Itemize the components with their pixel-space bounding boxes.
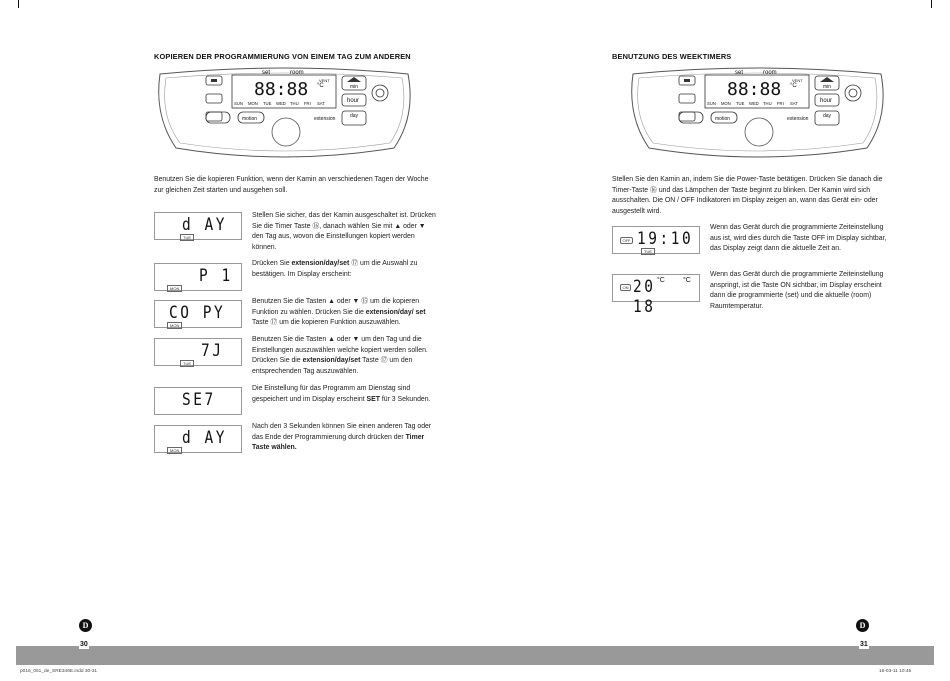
panel-day-fri: FRI xyxy=(777,101,784,106)
panel-day-sun: SUN xyxy=(234,101,243,106)
panel-set-label: set xyxy=(735,70,744,76)
step-text-pre: Nach den 3 Sekunden können Sie einen anderen Tag oder das Ende der Programmierung durch drücken der xyxy=(252,423,432,441)
panel-extension: extension xyxy=(787,116,809,122)
panel-room-label: room xyxy=(763,70,777,76)
step-text xyxy=(252,259,437,280)
step-text-post: ⑰ um die Auswahl zu bestätigen. Im Display erscheint: xyxy=(252,260,418,278)
panel-motion: motion xyxy=(242,116,258,122)
lcd-display xyxy=(154,263,242,291)
lcd-text: 20 18 xyxy=(633,277,656,317)
lcd-on-indicator: ON xyxy=(620,284,631,291)
lcd-unit: °C xyxy=(683,277,691,284)
panel-unit: °C xyxy=(317,83,324,89)
step-text xyxy=(252,384,437,405)
step-text-bold: extension/day/set xyxy=(302,357,361,365)
step-text xyxy=(252,422,437,454)
panel-day-fri: FRI xyxy=(304,101,311,106)
step-text-post: Taste ⑰ um die kopieren Funktion auszuwählen. xyxy=(252,319,401,327)
step-text-post: Taste ⑰ um den entsprechenden Tag auszuwählen. xyxy=(252,357,413,375)
control-panel-illustration xyxy=(154,66,414,162)
step-text xyxy=(252,335,437,377)
panel-unit: °C xyxy=(790,83,797,89)
step-text-post: für 3 Sekunden. xyxy=(379,395,431,403)
lcd-display xyxy=(154,387,242,415)
lcd-day: MON xyxy=(167,285,182,292)
panel-day-tue: TUE xyxy=(263,101,272,106)
panel-day-sat: SAT xyxy=(790,101,798,106)
lcd-text: 19:10 xyxy=(637,229,694,249)
panel-day-wed: WED xyxy=(276,101,286,106)
panel-room-label: room xyxy=(290,70,304,76)
control-panel-illustration xyxy=(627,66,887,162)
lcd-display xyxy=(154,338,242,366)
lcd-text: d AY xyxy=(182,428,228,448)
panel-day: day xyxy=(350,113,359,119)
panel-motion: motion xyxy=(715,116,731,122)
panel-day-wed: WED xyxy=(749,101,759,106)
panel-min: min xyxy=(350,84,359,90)
lcd-text: CO PY xyxy=(169,303,226,323)
lcd-day: TUE xyxy=(180,360,194,367)
step-text-pre: Benutzen Sie die Tasten ▲ oder ▼ um den Tag und die Einstellungen auszuwählen welche kopiert werden sollen. Drücken Sie die xyxy=(252,336,428,365)
panel-day: day xyxy=(823,113,832,119)
panel-min: min xyxy=(823,84,832,90)
step-text-bold: extension/day/ set xyxy=(365,308,426,316)
panel-day-sun: SUN xyxy=(707,101,716,106)
panel-digits: 88:88 xyxy=(254,79,309,100)
panel-day-thu: THU xyxy=(763,101,772,106)
page-heading: BENUTZUNG DES WEEKTIMERS xyxy=(612,52,732,61)
panel-day-thu: THU xyxy=(290,101,299,106)
step-text-bold: Timer Taste wählen. xyxy=(252,433,425,452)
panel-day-sat: SAT xyxy=(317,101,325,106)
lcd-off-indicator: OFF xyxy=(620,237,633,244)
panel-extension: extension xyxy=(314,116,336,122)
step-text: Wenn das Gerät durch die programmierte Zeiteinstellung aus ist, wird dies durch die Taste OFF im Display sichtbar, das Display zeigt dann die aktuelle Zeit an. xyxy=(710,224,887,253)
footer-date: 16-03-11 10:45 xyxy=(879,669,912,674)
lcd-text: 7J xyxy=(201,341,224,361)
panel-hour: hour xyxy=(820,98,833,104)
lcd-display xyxy=(612,274,700,317)
page-number: 30 xyxy=(80,641,88,648)
panel-day-tue: TUE xyxy=(736,101,745,106)
lcd-day: MON xyxy=(167,322,182,329)
page-number: 31 xyxy=(860,641,868,648)
lcd-display xyxy=(612,226,700,254)
language-badge: D xyxy=(856,619,869,632)
lcd-day: MON xyxy=(167,447,182,454)
lcd-day: TUE xyxy=(641,248,655,255)
step-text-pre: Drücken Sie xyxy=(252,260,292,267)
step-text-pre: Die Einstellung für das Programm am Dienstag sind gespeichert und im Display erscheint xyxy=(252,385,411,403)
lcd-day: TUE xyxy=(180,234,194,241)
lcd-unit: °C xyxy=(657,277,665,284)
lcd-text: d AY xyxy=(182,215,228,235)
panel-digits: 88:88 xyxy=(727,79,782,100)
panel-day-mon: MON xyxy=(721,101,731,106)
intro-paragraph: Benutzen Sie die kopieren Funktion, wenn der Kamin an verschiedenen Tagen der Woche zur gleichen Zeit starten und ausgehen soll. xyxy=(154,176,429,194)
step-text-pre: Benutzen Sie die Tasten ▲ oder ▼ ⑮ um die kopieren Funktion zu wählen. Drücken Sie die xyxy=(252,298,420,316)
step-text-bold: extension/day/set xyxy=(291,260,350,267)
lcd-text: SE7 xyxy=(182,390,216,410)
page-heading: KOPIEREN DER PROGRAMMIERUNG VON EINEM TAG ZUM ANDEREN xyxy=(154,52,411,61)
step-text: Wenn das Gerät durch die programmierte Zeiteinstellung anspringt, ist die Taste ON sichtbar, im Display erscheint dann die programmierte (set) und die aktuelle (room) Raumtemperatur. xyxy=(710,271,884,310)
lcd-text: P 1 xyxy=(199,266,233,286)
panel-vent: VENT xyxy=(792,78,803,83)
intro-paragraph: Stellen Sie den Kamin an, indem Sie die Power-Taste betätigen. Drücken Sie danach die Timer-Taste ⑯ und das Lämpchen der Taste beginnt zu blinken. Der Kamin wird sich ausschalten. Die ON / OFF Indikatoren im Display zeigen an, wann das Gerät ein- oder ausgestellt wird. xyxy=(612,176,883,215)
panel-set-label: set xyxy=(262,70,271,76)
footer-file: p016_051_de_SRE346E.indd 30-31 xyxy=(20,669,98,674)
panel-vent: VENT xyxy=(319,78,330,83)
language-badge: D xyxy=(79,619,92,632)
lcd-display xyxy=(154,425,242,453)
panel-day-mon: MON xyxy=(248,101,258,106)
step-text xyxy=(252,297,437,329)
right-page xyxy=(475,0,950,681)
lcd-display xyxy=(154,212,242,240)
lcd-display xyxy=(154,300,242,328)
panel-hour: hour xyxy=(347,98,360,104)
step-text-bold: SET xyxy=(366,395,380,403)
step-text: Stellen Sie sicher, das der Kamin ausgeschaltet ist. Drücken Sie die Timer Taste ⑯, danach wählen Sie mit ▲ oder ▼ den Tag aus, wovon die Einstellungen kopiert werden können. xyxy=(252,212,436,251)
